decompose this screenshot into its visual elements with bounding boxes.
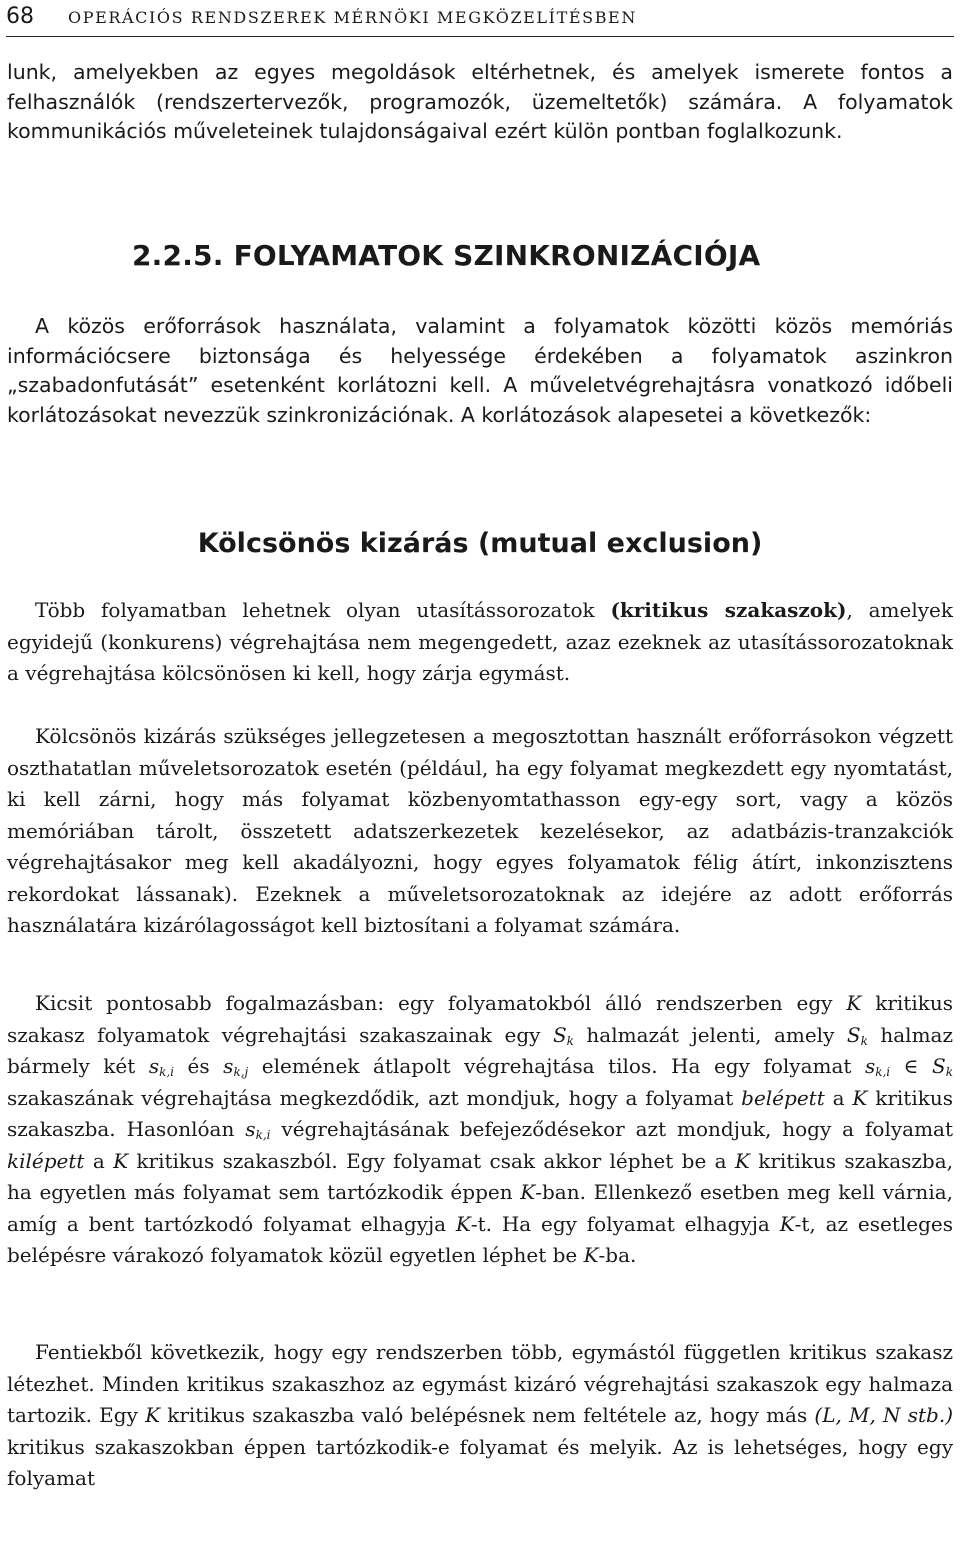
left-term: kilépett — [7, 1148, 85, 1173]
definition-paragraph: Több folyamatban lehetnek olyan utasítássorozatok (kritikus szakaszok), amelyek egyidejű (konkurens) végrehajtása nem megengedett, azaz ezeknek az utasítássorozatoknak a végrehajtása kölcsönösen ki kell, hogy zárja egymást. — [7, 598, 953, 685]
running-title: OPERÁCIÓS RENDSZEREK MÉRNÖKI MEGKÖZELÍTÉSBEN — [68, 8, 637, 27]
page-header — [6, 2, 954, 37]
entered-term: belépett — [741, 1085, 825, 1110]
intro-paragraph: lunk, amelyekben az egyes megoldások eltérhetnek, és amelyek ismerete fontos a felhasználók (rendszertervezők, programozók, üzemeltetők) számára. A folyamatok kommunikációs műveleteinek tulajdonságaival ezért külön pontban foglalkozunk. — [7, 60, 953, 143]
page-number: 68 — [6, 4, 34, 29]
other-sections-term: (L, M, N stb.) — [814, 1403, 953, 1427]
section-number: 2.2.5. — [132, 239, 224, 272]
subsection-heading: Kölcsönös kizárás (mutual exclusion) — [197, 528, 763, 559]
section-paragraph: A közös erőforrások használata, valamint a folyamatok közötti közös memóriás információcsere biztonsága és helyessége érdekében a folyamatok aszinkron „szabadonfutását” esetenként korlátozni kell. A műveletvégrehajtásra vonatkozó időbeli korlátozásokat nevezzük szinkronizációnak. A korlátozások alapesetei a következők: — [7, 314, 953, 427]
formal-definition-paragraph: Kicsit pontosabb fogalmazásban: egy folyamatokból álló rendszerben egy K kritikus szakasz folyamatok végrehajtási szakaszainak egy $S_k$ halmazát jelenti, amely $S_k$ halmaz bármely két $s_{k,i}$ és $s_{k,j}$ elemének átlapolt végrehajtása tilos. Ha egy folyamat $s_{k,i}$ ∈ $S_k$ szakaszának végrehajtása megkezdődik, azt mondjuk, hogy a folyamat belépett a K kritikus szakaszba. Hasonlóan $s_{k,i}$ végrehajtásának befejeződésekor azt mondjuk, hogy a folyamat kilépett a K kritikus szakaszból. Egy folyamat csak akkor léphet be a K kritikus szakaszba, ha egyetlen más folyamat sem tartózkodik éppen K-ban. Ellenkező esetben meg kell várnia, amíg a bent tartózkodó folyamat elhagyja K-t. Ha egy folyamat elhagyja K-t, az esetleges belépésre várakozó folyamatok közül egyetlen léphet be K-ba. — [7, 991, 954, 1267]
section-title: FOLYAMATOK SZINKRONIZÁCIÓJA — [233, 239, 761, 272]
critical-section-term: (kritikus szakaszok) — [610, 598, 847, 622]
usage-paragraph: Kölcsönös kizárás szükséges jellegzetesen a megosztottan használt erőforrásokon végzett oszthatatlan műveletsorozatok esetén (például, ha egy folyamat megkezdett egy nyomtatást, ki kell zárni, hogy más folyamat közbenyomtathasson egy-egy sort, vagy a közös memóriában tárolt, összetett adatszerkezetek kezelésekor, az adatbázis-tranzakciók végrehajtásakor meg kell akadályozni, hogy egyes folyamatok félig átírt, inkonzisztens rekordokat lássanak). Ezeknek a műveletsorozatoknak az idejére az adott erőforrás használatára kizárólagosságot kell biztosítani a folyamat számára. — [7, 724, 953, 937]
consequence-paragraph: Fentiekből következik, hogy egy rendszerben több, egymástól független kritikus szakasz létezhet. Minden kritikus szakaszhoz az egymást kizáró végrehajtási szakaszok egy halmaza tartozik. Egy K kritikus szakaszba való belépésnek nem feltétele az, hogy más (L, M, N stb.) kritikus szakaszokban éppen tartózkodik-e folyamat és melyik. Az is lehetséges, hogy egy folyamat — [7, 1340, 953, 1490]
section-heading — [132, 238, 760, 274]
